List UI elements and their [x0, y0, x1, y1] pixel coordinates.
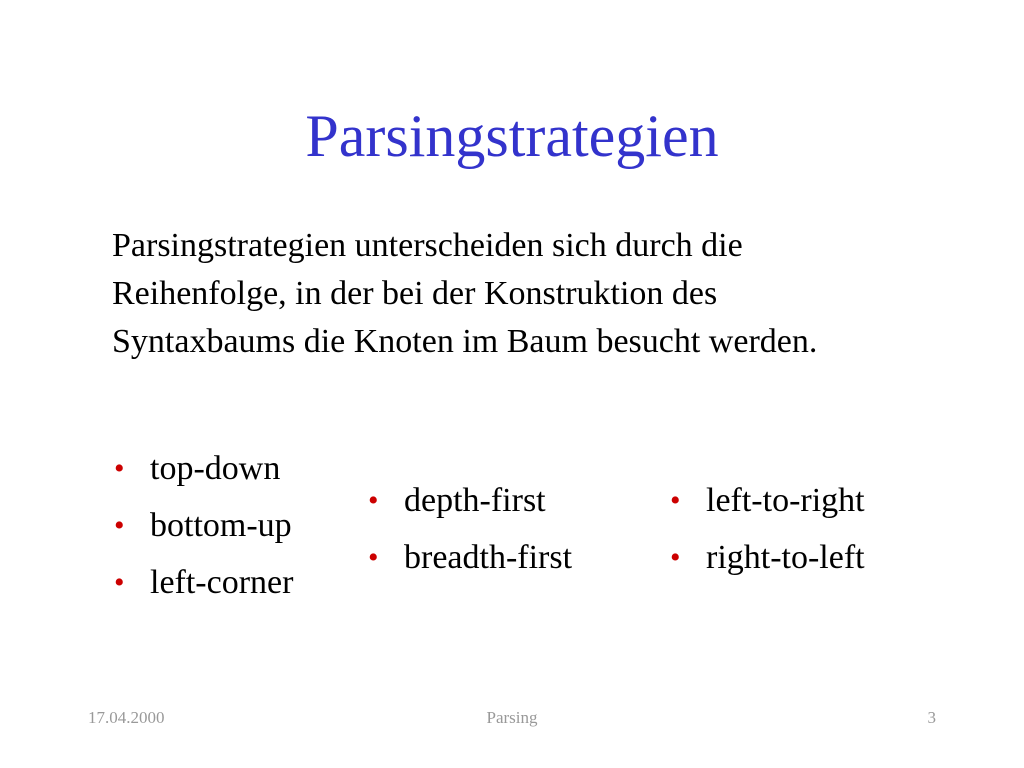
- bullet-dot-icon: •: [670, 484, 681, 517]
- bullet-label: depth-first: [404, 482, 546, 519]
- bullet-label: right-to-left: [706, 539, 865, 576]
- bullet-dot-icon: •: [114, 452, 125, 485]
- intro-line-3: Syntaxbaums die Knoten im Baum besucht werden.: [112, 323, 818, 360]
- bullet-item-left-corner: [112, 554, 293, 611]
- bullet-item-depth-first: [366, 472, 572, 529]
- bullet-list-order: [668, 472, 865, 586]
- bullet-dot-icon: •: [368, 541, 379, 574]
- bullet-item-left-to-right: [668, 472, 865, 529]
- footer-date: 17.04.2000: [88, 708, 165, 727]
- bullet-item-right-to-left: [668, 529, 865, 586]
- bullet-item-top-down: [112, 440, 293, 497]
- bullet-dot-icon: •: [670, 541, 681, 574]
- bullet-label: top-down: [150, 450, 281, 487]
- bullet-list-search: [366, 472, 572, 586]
- bullet-label: left-corner: [150, 564, 294, 601]
- footer-page-number: 3: [927, 708, 936, 727]
- intro-line-1: Parsingstrategien unterscheiden sich durch die: [112, 227, 743, 264]
- bullet-item-breadth-first: [366, 529, 572, 586]
- intro-line-2: Reihenfolge, in der bei der Konstruktion des: [112, 275, 718, 312]
- bullet-list-direction: [112, 440, 293, 611]
- bullet-dot-icon: •: [368, 484, 379, 517]
- bullet-label: bottom-up: [150, 507, 292, 544]
- bullet-item-bottom-up: [112, 497, 293, 554]
- bullet-dot-icon: •: [114, 566, 125, 599]
- slide-title: Parsingstrategien: [305, 103, 719, 169]
- intro-paragraph: [112, 222, 972, 366]
- bullet-dot-icon: •: [114, 509, 125, 542]
- footer-title: Parsing: [486, 708, 538, 727]
- bullet-label: breadth-first: [404, 539, 573, 576]
- bullet-label: left-to-right: [706, 482, 865, 519]
